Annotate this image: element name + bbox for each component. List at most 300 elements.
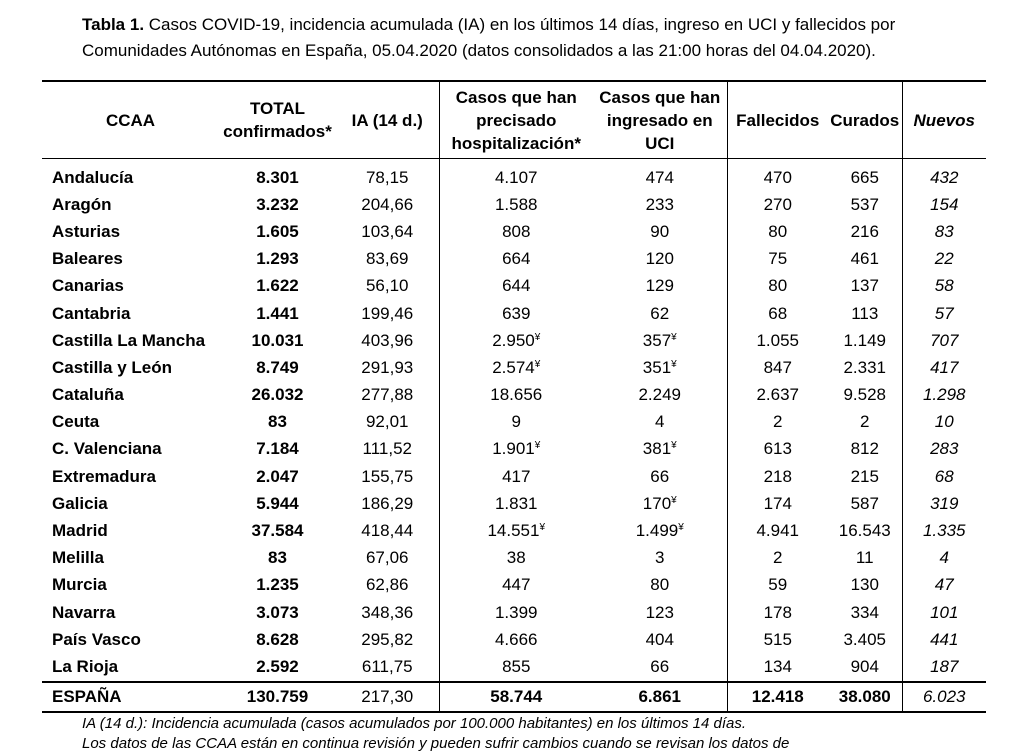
cell-curados: [828, 463, 902, 490]
header-row: [42, 81, 986, 159]
cell-ia: [336, 436, 439, 463]
cell-uci: [593, 273, 727, 300]
cell-curados: [828, 382, 902, 409]
cell-total-value: 8.301: [256, 167, 299, 187]
cell-ccaa: [42, 191, 219, 218]
cell-hosp: [439, 490, 593, 517]
cell-uci: [593, 517, 727, 544]
cell-fallecidos: [727, 300, 828, 327]
cell-curados: [828, 436, 902, 463]
cell-uci: [593, 626, 727, 653]
cell-curados-value: 1.149: [843, 330, 887, 350]
cell-fallecidos: [727, 273, 828, 300]
total-ia: 217,30: [336, 682, 439, 712]
cell-uci-value: 474: [645, 167, 674, 187]
cell-uci-value: 170: [642, 493, 672, 513]
table-caption: [82, 12, 982, 64]
cell-curados-value: 137: [850, 276, 879, 296]
table-row: [42, 517, 986, 544]
cell-uci: [593, 409, 727, 436]
cell-hosp: [439, 159, 593, 192]
cell-total: [219, 490, 336, 517]
cell-total-value: 5.944: [256, 493, 299, 513]
cell-fallecidos: [727, 517, 828, 544]
cell-curados: [828, 246, 902, 273]
cell-fallecidos: [727, 490, 828, 517]
table-row: [42, 653, 986, 681]
cell-uci: [593, 354, 727, 381]
cell-ia: [336, 354, 439, 381]
cell-nuevos-value: 187: [930, 656, 959, 676]
total-confirmados: 130.759: [219, 682, 336, 712]
cell-fallecidos-value: 613: [763, 439, 792, 459]
cell-total: [219, 463, 336, 490]
header-hosp-line-2: precisado: [476, 110, 557, 130]
cell-curados: [828, 599, 902, 626]
cell-ccaa: [42, 436, 219, 463]
cell-hosp: [439, 409, 593, 436]
cell-fallecidos: [727, 354, 828, 381]
cell-hosp: [439, 382, 593, 409]
cell-hosp-value: 1.588: [494, 194, 538, 214]
cell-uci-value: 357: [642, 330, 672, 350]
table-row: [42, 273, 986, 300]
cell-ccaa: [42, 490, 219, 517]
caption-text-1: Casos COVID-19, incidencia acumulada (IA) en los últimos 14 días, ingreso en UCI y fallecidos por: [148, 15, 896, 34]
cell-ccaa: [42, 599, 219, 626]
cell-total: [219, 626, 336, 653]
table-row: [42, 327, 986, 354]
cell-ia: [336, 545, 439, 572]
header-uci-line-1: Casos que han: [599, 87, 721, 107]
cell-uci-value: 62: [650, 303, 670, 323]
cell-total-value: 10.031: [251, 330, 304, 350]
cell-nuevos: [902, 409, 986, 436]
cell-curados: [828, 626, 902, 653]
cell-nuevos-value: 4: [939, 548, 949, 568]
cell-nuevos-value: 47: [934, 575, 954, 595]
cell-hosp-value: 664: [502, 249, 531, 269]
cell-fallecidos: [727, 545, 828, 572]
cell-fallecidos-value: 59: [768, 575, 788, 595]
cell-ccaa-value: Navarra: [52, 602, 116, 622]
cell-total-value: 1.235: [256, 575, 299, 595]
header-nuevos: Nuevos: [902, 81, 986, 159]
cell-ccaa-value: Asturias: [52, 221, 121, 241]
cell-ccaa-value: Cantabria: [52, 303, 131, 323]
cell-fallecidos-value: 270: [763, 194, 792, 214]
cell-uci-value: 404: [645, 629, 674, 649]
cell-ccaa-value: Cataluña: [52, 385, 124, 405]
cell-uci-value: 120: [645, 249, 674, 269]
footnote-mark: ¥: [678, 522, 684, 534]
cell-fallecidos: [727, 246, 828, 273]
table-row: [42, 300, 986, 327]
cell-fallecidos-value: 2: [773, 412, 783, 432]
cell-ccaa-value: Baleares: [52, 249, 123, 269]
cell-ccaa: [42, 572, 219, 599]
cell-ccaa: [42, 382, 219, 409]
cell-ccaa: [42, 653, 219, 681]
cell-ccaa: [42, 273, 219, 300]
cell-ccaa-value: Galicia: [52, 493, 108, 513]
cell-ccaa: [42, 463, 219, 490]
header-total: [219, 81, 336, 159]
cell-ia-value: 291,93: [361, 357, 414, 377]
cell-fallecidos-value: 218: [763, 466, 792, 486]
cell-ia-value: 155,75: [361, 466, 414, 486]
footnote-mark: ¥: [539, 522, 546, 534]
cell-ccaa: [42, 545, 219, 572]
cell-curados: [828, 517, 902, 544]
cell-hosp: [439, 327, 593, 354]
cell-total: [219, 191, 336, 218]
cell-nuevos-value: 58: [934, 276, 954, 296]
cell-fallecidos: [727, 327, 828, 354]
cell-curados: [828, 273, 902, 300]
cell-fallecidos: [727, 626, 828, 653]
cell-nuevos: [902, 246, 986, 273]
cell-total-value: 3.073: [256, 602, 299, 622]
cell-fallecidos: [727, 599, 828, 626]
cell-curados: [828, 490, 902, 517]
cell-total-value: 7.184: [256, 439, 299, 459]
table-row: [42, 409, 986, 436]
cell-curados: [828, 545, 902, 572]
cell-ccaa: [42, 246, 219, 273]
cell-fallecidos: [727, 409, 828, 436]
cell-curados-value: 3.405: [843, 629, 887, 649]
cell-ia-value: 62,86: [365, 575, 409, 595]
cell-fallecidos-value: 2.637: [756, 385, 800, 405]
header-ccaa: CCAA: [42, 81, 219, 159]
footnote-mark: ¥: [534, 331, 541, 343]
cell-curados-value: 9.528: [843, 385, 887, 405]
cell-ia: [336, 382, 439, 409]
cell-ia-value: 295,82: [361, 629, 414, 649]
cell-ccaa-value: Ceuta: [52, 412, 100, 432]
cell-hosp: [439, 545, 593, 572]
cell-hosp-value: 1.399: [494, 602, 538, 622]
cell-total: [219, 545, 336, 572]
cell-ccaa: [42, 327, 219, 354]
cell-nuevos: [902, 354, 986, 381]
cell-curados-value: 130: [850, 575, 879, 595]
table-row: [42, 599, 986, 626]
cell-total: [219, 218, 336, 245]
cell-fallecidos-value: 68: [768, 303, 788, 323]
cell-nuevos: [902, 626, 986, 653]
cell-ccaa: [42, 354, 219, 381]
cell-uci-value: 233: [645, 194, 674, 214]
table-row: [42, 218, 986, 245]
cell-total-value: 37.584: [251, 521, 304, 541]
cell-ia: [336, 517, 439, 544]
cell-nuevos: [902, 300, 986, 327]
cell-uci: [593, 490, 727, 517]
cell-curados-value: 216: [850, 221, 879, 241]
cell-ia-value: 111,52: [362, 439, 412, 459]
cell-uci-value: 3: [655, 548, 665, 568]
total-hosp: 58.744: [439, 682, 593, 712]
cell-ia: [336, 626, 439, 653]
total-nuevos: 6.023: [902, 682, 986, 712]
table-row: [42, 382, 986, 409]
footnote-mark: ¥: [534, 358, 541, 370]
cell-hosp: [439, 300, 593, 327]
caption-line-2: Comunidades Autónomas en España, 05.04.2020 (datos consolidados a las 21:00 horas del 04.04.2020).: [82, 41, 876, 60]
cell-hosp-value: 855: [502, 656, 531, 676]
cell-curados: [828, 218, 902, 245]
cell-hosp: [439, 463, 593, 490]
cell-hosp-value: 417: [502, 466, 531, 486]
cell-hosp: [439, 626, 593, 653]
cell-hosp: [439, 354, 593, 381]
cell-uci: [593, 218, 727, 245]
cell-nuevos-value: 154: [930, 194, 959, 214]
cell-ccaa-value: País Vasco: [52, 629, 141, 649]
cell-curados-value: 812: [850, 439, 879, 459]
cell-uci: [593, 599, 727, 626]
cell-total-value: 8.628: [256, 629, 299, 649]
cell-ia: [336, 327, 439, 354]
cell-nuevos-value: 417: [930, 357, 959, 377]
cell-total: [219, 300, 336, 327]
cell-total: [219, 572, 336, 599]
cell-ia-value: 67,06: [365, 548, 409, 568]
cell-fallecidos-value: 174: [763, 493, 792, 513]
cell-fallecidos: [727, 382, 828, 409]
table-row: [42, 246, 986, 273]
cell-fallecidos-value: 470: [763, 167, 792, 187]
cell-ia-value: 204,66: [361, 194, 414, 214]
cell-curados-value: 215: [850, 466, 879, 486]
cell-hosp-value: 18.656: [490, 385, 543, 405]
cell-hosp-value: 1.831: [494, 493, 538, 513]
cell-uci-value: 4: [655, 412, 665, 432]
cell-nuevos-value: 707: [930, 330, 959, 350]
cell-total-value: 1.622: [256, 276, 299, 296]
cell-nuevos-value: 68: [934, 466, 954, 486]
cell-ia: [336, 246, 439, 273]
cell-nuevos: [902, 599, 986, 626]
cell-ia: [336, 218, 439, 245]
cell-hosp: [439, 273, 593, 300]
cell-ia: [336, 159, 439, 192]
cell-ia: [336, 300, 439, 327]
cell-ia-value: 418,44: [361, 521, 414, 541]
table-row: [42, 463, 986, 490]
cell-ccaa-value: C. Valenciana: [52, 439, 162, 459]
cell-total-value: 1.441: [256, 303, 299, 323]
table-row: [42, 626, 986, 653]
cell-fallecidos: [727, 436, 828, 463]
cell-hosp-value: 9: [511, 412, 521, 432]
cell-fallecidos: [727, 191, 828, 218]
cell-nuevos: [902, 273, 986, 300]
footnote-mark: ¥: [671, 358, 677, 370]
cell-ccaa: [42, 626, 219, 653]
cell-uci: [593, 572, 727, 599]
cell-nuevos: [902, 327, 986, 354]
cell-hosp: [439, 246, 593, 273]
cell-ia-value: 611,75: [361, 656, 413, 676]
cell-fallecidos-value: 2: [773, 548, 783, 568]
cell-uci-value: 123: [645, 602, 674, 622]
cell-total-value: 3.232: [256, 194, 299, 214]
cell-total-value: 83: [268, 548, 287, 568]
cell-ccaa-value: Castilla y León: [52, 357, 172, 377]
cell-curados-value: 2.331: [843, 357, 887, 377]
table-row: [42, 354, 986, 381]
cell-nuevos-value: 441: [930, 629, 959, 649]
cell-hosp: [439, 517, 593, 544]
cell-nuevos-value: 101: [930, 602, 959, 622]
cell-nuevos: [902, 572, 986, 599]
cell-ccaa-value: Extremadura: [52, 466, 156, 486]
header-total-line-1: TOTAL: [249, 99, 306, 118]
cell-ia-value: 403,96: [361, 330, 414, 350]
total-uci: 6.861: [593, 682, 727, 712]
cell-ia-value: 348,36: [361, 602, 414, 622]
cell-hosp-value: 2.950: [492, 330, 535, 350]
cell-hosp-value: 1.901: [492, 439, 535, 459]
cell-hosp-value: 4.107: [494, 167, 538, 187]
cell-nuevos-value: 319: [930, 493, 959, 513]
cell-hosp: [439, 572, 593, 599]
caption-line-1: [82, 12, 982, 38]
cell-total: [219, 517, 336, 544]
cell-uci-value: 381: [642, 439, 672, 459]
cell-ia-value: 199,46: [361, 303, 414, 323]
cell-nuevos: [902, 382, 986, 409]
cell-ia-value: 103,64: [361, 221, 414, 241]
header-hosp: [439, 81, 593, 159]
cell-ia-value: 186,29: [361, 493, 414, 513]
cell-total: [219, 159, 336, 192]
cell-uci: [593, 327, 727, 354]
cell-fallecidos: [727, 159, 828, 192]
cell-hosp: [439, 436, 593, 463]
cell-total: [219, 409, 336, 436]
table-row: [42, 436, 986, 463]
cell-hosp: [439, 191, 593, 218]
cell-total-value: 1.605: [256, 221, 299, 241]
cell-ccaa-value: Melilla: [52, 548, 104, 568]
cell-fallecidos: [727, 653, 828, 681]
footnote-mark: ¥: [534, 440, 541, 452]
header-uci-line-3: UCI: [645, 133, 675, 153]
cell-ccaa-value: Andalucía: [52, 167, 134, 187]
cell-hosp-value: 14.551: [487, 521, 540, 541]
cell-fallecidos-value: 515: [763, 629, 792, 649]
cell-uci-value: 80: [650, 575, 670, 595]
cell-hosp-value: 2.574: [492, 357, 535, 377]
cell-ia-value: 78,15: [365, 167, 409, 187]
footnote-mark: ¥: [671, 494, 677, 506]
cell-nuevos-value: 1.335: [922, 521, 966, 541]
cell-ia-value: 56,10: [365, 276, 409, 296]
cell-curados: [828, 653, 902, 681]
cell-hosp-value: 4.666: [494, 629, 538, 649]
cell-hosp-value: 447: [502, 575, 531, 595]
cell-curados-value: 461: [850, 249, 879, 269]
cell-fallecidos-value: 4.941: [756, 521, 800, 541]
cell-ia-value: 83,69: [365, 249, 409, 269]
header-fallecidos: Fallecidos: [727, 81, 828, 159]
cell-curados-value: 113: [851, 303, 879, 323]
cell-fallecidos-value: 1.055: [756, 330, 800, 350]
cell-uci: [593, 191, 727, 218]
cell-nuevos: [902, 653, 986, 681]
cell-hosp-value: 808: [502, 221, 531, 241]
cell-curados: [828, 159, 902, 192]
cell-ccaa: [42, 218, 219, 245]
header-ia: IA (14 d.): [336, 81, 439, 159]
cell-ia: [336, 653, 439, 681]
cell-total: [219, 436, 336, 463]
cell-fallecidos-value: 178: [763, 602, 792, 622]
cell-curados-value: 587: [850, 493, 879, 513]
cell-curados-value: 334: [850, 602, 879, 622]
cell-uci: [593, 382, 727, 409]
cell-total: [219, 327, 336, 354]
cell-nuevos-value: 432: [930, 167, 959, 187]
cell-nuevos-value: 22: [934, 249, 954, 269]
cell-curados-value: 2: [860, 412, 870, 432]
cell-curados-value: 537: [850, 194, 879, 214]
cell-curados-value: 16.543: [838, 521, 891, 541]
cell-ccaa: [42, 300, 219, 327]
cell-hosp: [439, 218, 593, 245]
cell-uci: [593, 246, 727, 273]
total-curados: 38.080: [828, 682, 902, 712]
cell-ia-value: 92,01: [365, 412, 409, 432]
table-body: [42, 159, 986, 682]
cell-fallecidos-value: 80: [768, 276, 788, 296]
cell-ccaa-value: La Rioja: [52, 656, 119, 676]
cell-hosp: [439, 599, 593, 626]
table-row: [42, 572, 986, 599]
total-row: [42, 682, 986, 712]
cell-nuevos-value: 283: [930, 439, 959, 459]
cell-ia: [336, 463, 439, 490]
footnote-ia: IA (14 d.): Incidencia acumulada (casos acumulados por 100.000 habitantes) en los últimos 14 días.: [82, 715, 746, 732]
cell-total: [219, 653, 336, 681]
cell-curados: [828, 572, 902, 599]
cell-ia: [336, 572, 439, 599]
cell-curados: [828, 300, 902, 327]
cell-uci: [593, 653, 727, 681]
cell-ccaa-value: Canarias: [52, 276, 124, 296]
covid-table: [42, 80, 986, 713]
total-fallecidos: 12.418: [727, 682, 828, 712]
cell-fallecidos: [727, 218, 828, 245]
cell-nuevos: [902, 191, 986, 218]
cell-hosp-value: 38: [506, 548, 526, 568]
cell-curados: [828, 327, 902, 354]
header-uci: [593, 81, 727, 159]
cell-nuevos-value: 10: [934, 412, 954, 432]
header-hosp-line-3: hospitalización*: [451, 133, 581, 153]
table-row: [42, 191, 986, 218]
cell-total: [219, 599, 336, 626]
cell-nuevos: [902, 218, 986, 245]
footnote-partial: Los datos de las CCAA están en continua revisión y pueden sufrir cambios cuando se revisan los datos de: [82, 735, 790, 752]
table-row: [42, 490, 986, 517]
cell-curados-value: 904: [850, 656, 879, 676]
cell-uci-value: 66: [650, 466, 670, 486]
